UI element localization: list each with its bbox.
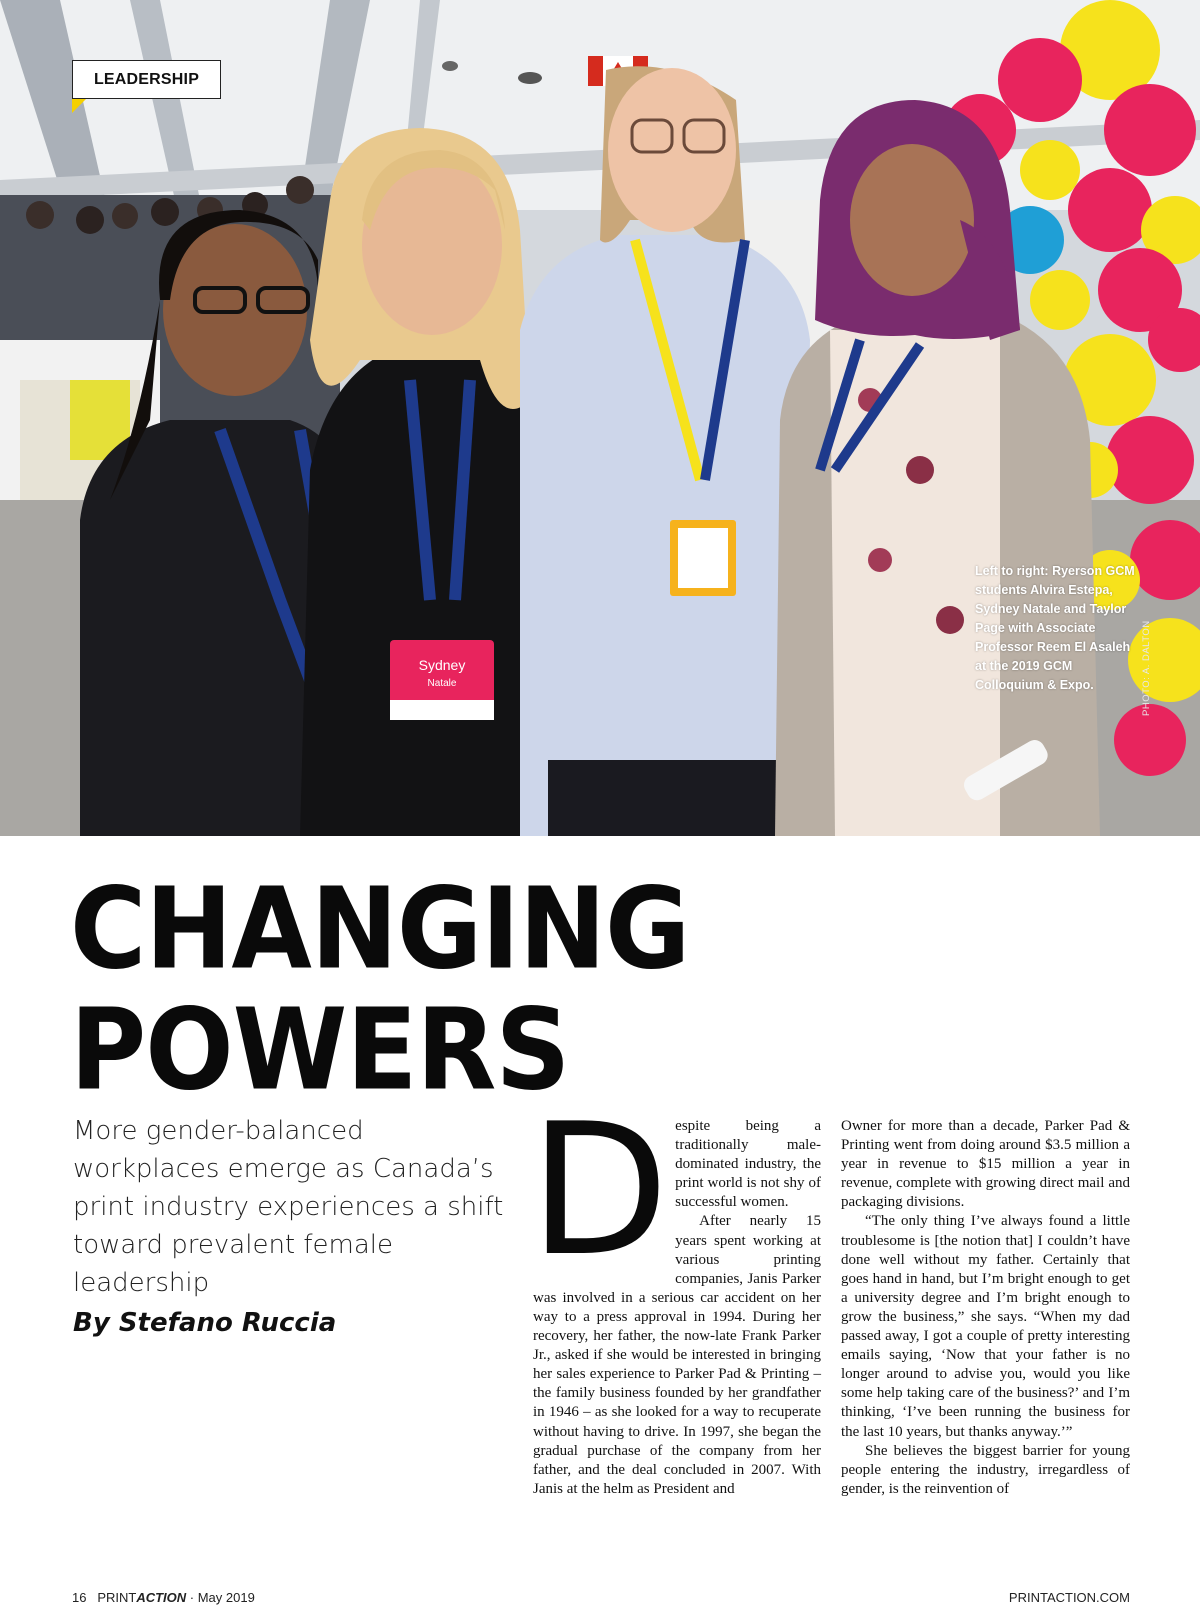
body-paragraph: She believes the biggest barrier for young people entering the industry, irregardless of gender, is the reinvention of	[841, 1442, 1130, 1497]
body-paragraph: espite being a traditionally male-dominated industry, the print world is not shy of successful women.	[675, 1118, 821, 1211]
body-column-2	[841, 1117, 1130, 1499]
website-link[interactable]: PRINTACTION.COM	[1008, 1590, 1130, 1605]
byline: By Stefano Ruccia	[73, 1308, 337, 1338]
page-footer	[72, 1590, 1130, 1610]
photo-credit: PHOTO: A. DALTON	[1141, 620, 1152, 716]
body-paragraph: “The only thing I’ve always found a little troublesome is [the notion that] I couldn’t have done well without my father. Certainly that goes hand in hand, but I’m bright enough to get a university degree and I’m bright enough to grow the business,” she says. “When my dad passed away, I got a couple of pretty interesting emails saying, ‘Now that your father is no longer around to advise you, would you like some help taking care of the business?’ and I’m thinking, ‘I’ve been running the business for the last 10 years, but thanks anyway.’”	[841, 1213, 1130, 1440]
body-column-1	[529, 1084, 821, 1499]
brand-name-b: ACTION	[136, 1590, 187, 1605]
photo-caption: Left to right: Ryerson GCM students Alvira Estepa, Sydney Natale and Taylor Page with Associate Professor Reem El Asaleh at the 2019 GCM Colloquium & Expo.	[975, 564, 1135, 692]
folio	[72, 1590, 255, 1605]
drop-cap: D	[529, 1084, 670, 1296]
headline-line-1: CHANGING	[70, 862, 690, 995]
body-paragraph: Owner for more than a decade, Parker Pad & Printing went from doing around $3.5 million a year in revenue to $15 million a year in revenue, complete with growing direct mail and packaging divisions.	[841, 1118, 1130, 1211]
section-tag: LEADERSHIP	[72, 60, 221, 99]
issue-date: · May 2019	[189, 1590, 255, 1605]
body-paragraph: After nearly 15 years spent working at various printing companies, Janis Parker was involved in a serious car accident on her way to a press approval in 1994. During her recovery, her father, the now-late Frank Parker Jr., asked if she would be interested in bringing her sales experience to Parker Pad & Printing – the family business founded by her grandfather in 1946 – as she looked for a way to recuperate without having to drive. In 1997, she began the gradual purchase of the company from her father, and the deal concluded in 2007. With Janis at the helm as President and	[533, 1213, 821, 1497]
badge-last-name: Natale	[427, 678, 457, 689]
page-number: 16	[72, 1590, 87, 1605]
headline	[70, 862, 770, 1116]
brand-name-a: PRINT	[97, 1590, 137, 1605]
headline-line-2: POWERS	[70, 983, 570, 1116]
deck: More gender-balanced workplaces emerge as Canada’s print industry experiences a shift toward prevalent female leadership	[73, 1116, 504, 1298]
section-tag-accent	[72, 99, 86, 113]
badge-first-name: Sydney	[418, 657, 466, 673]
